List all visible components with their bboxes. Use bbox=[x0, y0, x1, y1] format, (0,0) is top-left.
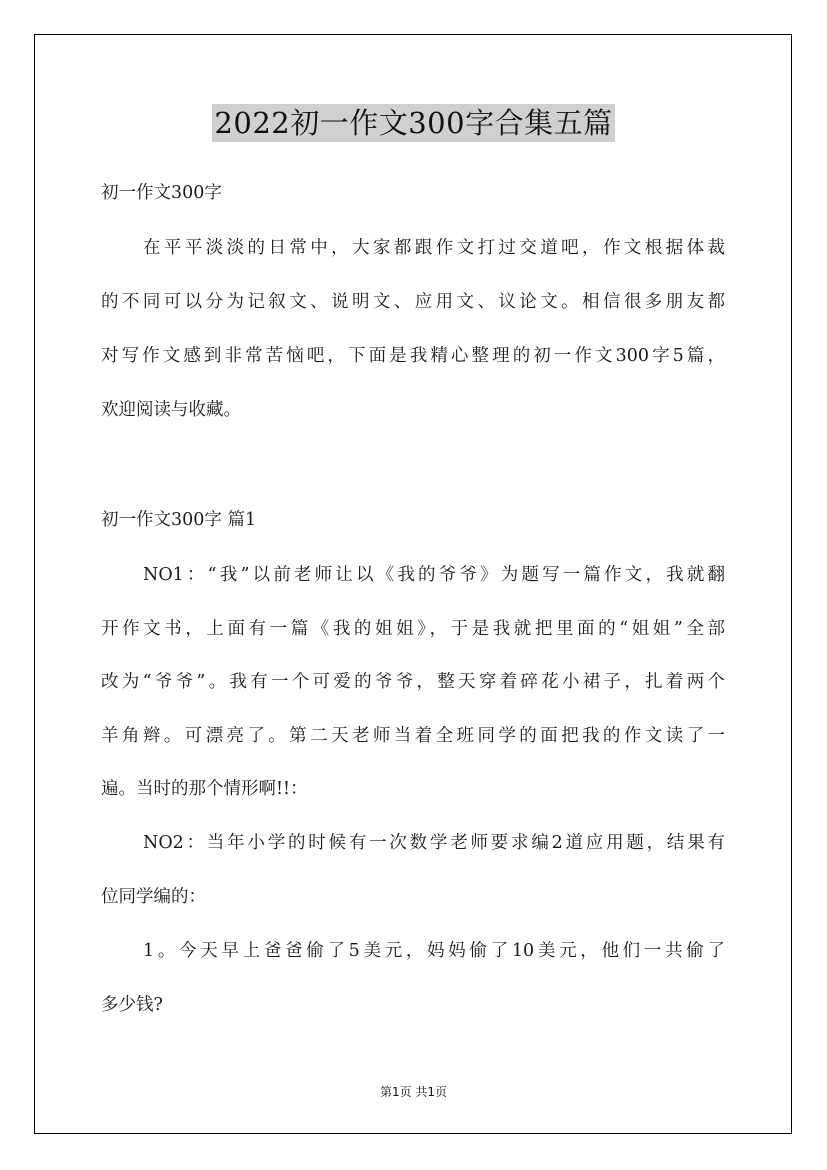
para1-line-2: 开作文书，上面有一篇《我的姐姐》，于是我就把里面的“姐姐”全部 bbox=[101, 619, 725, 639]
para1-line-1: NO1：“我”以前老师让以《我的爷爷》为题写一篇作文，我就翻 bbox=[143, 565, 725, 585]
para1-line-5: 遍。当时的那个情形啊!!： bbox=[101, 779, 308, 799]
section-heading: 初一作文300字 篇1 bbox=[101, 510, 257, 530]
title-wrap bbox=[0, 104, 827, 142]
para2-line-1: NO2：当年小学的时候有一次数学老师要求编2道应用题，结果有 bbox=[143, 833, 725, 853]
para3-line-2: 多少钱? bbox=[101, 995, 163, 1015]
intro-line-2: 的不同可以分为记叙文、说明文、应用文、议论文。相信很多朋友都 bbox=[101, 292, 725, 312]
para1-line-4: 羊角辫。可漂亮了。第二天老师当着全班同学的面把我的作文读了一 bbox=[101, 726, 725, 746]
intro-heading: 初一作文300字 bbox=[101, 183, 222, 203]
document-title: 2022初一作文300字合集五篇 bbox=[214, 106, 613, 140]
intro-line-4: 欢迎阅读与收藏。 bbox=[101, 400, 241, 420]
para1-line-3: 改为“爷爷”。我有一个可爱的爷爷，整天穿着碎花小裙子，扎着两个 bbox=[101, 672, 725, 692]
page-footer: 第1页 共1页 bbox=[379, 1085, 448, 1099]
para3-line-1: 1。今天早上爸爸偷了5美元，妈妈偷了10美元，他们一共偷了 bbox=[143, 941, 725, 961]
intro-line-1: 在平平淡淡的日常中，大家都跟作文打过交道吧，作文根据体裁 bbox=[143, 238, 725, 258]
para2-line-2: 位同学编的： bbox=[101, 887, 206, 907]
intro-line-3: 对写作文感到非常苦恼吧，下面是我精心整理的初一作文300字5篇， bbox=[101, 346, 725, 366]
